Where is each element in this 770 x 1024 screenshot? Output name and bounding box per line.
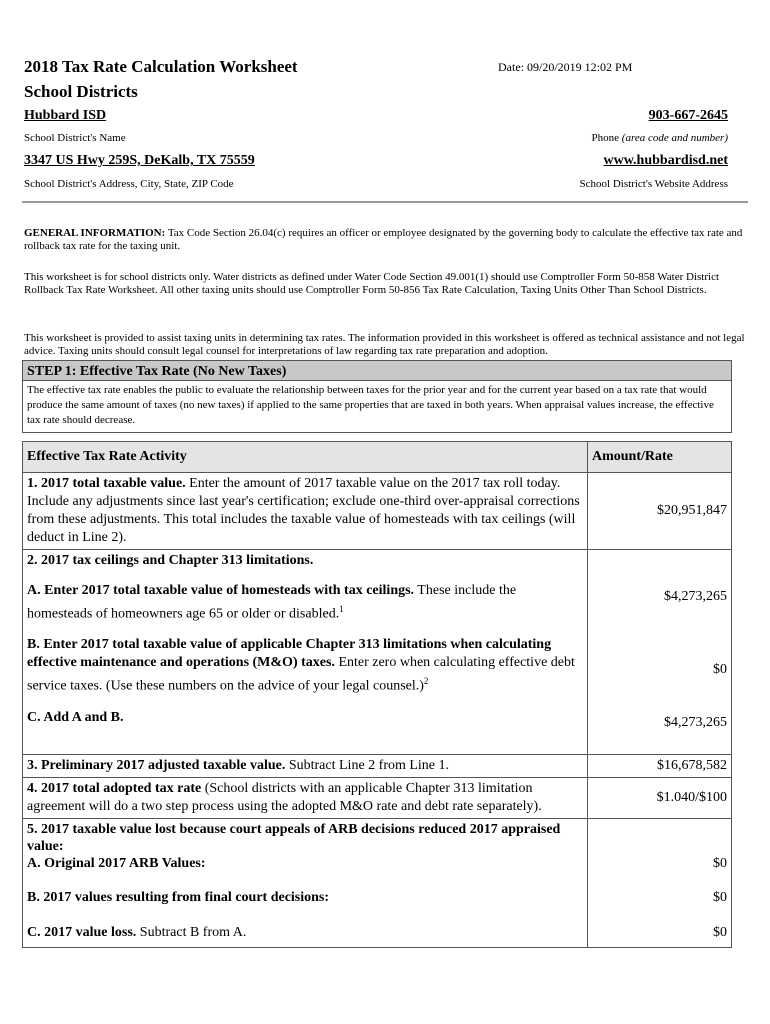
district-name-label: School District's Name [24,132,126,144]
line5a-amount: $0 [713,856,727,871]
line1-label: 1. 2017 total taxable value. [27,476,186,491]
line5b-amount: $0 [713,890,727,905]
line1-amount: $20,951,847 [588,473,732,550]
district-phone: 903-667-2645 [648,108,728,123]
district-address-label: School District's Address, City, State, ZIP Code [24,178,234,190]
line2a-amount: $4,273,265 [664,589,727,604]
col-amount-header: Amount/Rate [588,442,732,473]
phone-label-note: (area code and number) [621,132,728,144]
table-row-line2 [23,550,732,755]
step1-box [22,360,732,433]
line2a-footnote: 1 [339,604,344,614]
line3-text [23,755,588,778]
line2c-amount: $4,273,265 [664,715,727,730]
general-info-p3: This worksheet is provided to assist taxing units in determining tax rates. The information provided in this worksheet is offered as technical assistance and not legal advice. Taxing units should consult legal counsel for interpretations of law regarding tax rate preparation and adoption. [24,332,745,357]
line5-amounts [588,819,732,948]
line2b-text [27,636,583,696]
phone-label-prefix: Phone [591,132,622,144]
table-header-row [23,442,732,473]
line5-text [23,819,588,948]
line3-amount: $16,678,582 [588,755,732,778]
date-stamp: Date: 09/20/2019 12:02 PM [498,60,633,74]
line2a-label: A. Enter 2017 total taxable value of homesteads with tax ceilings. [27,583,415,598]
district-website: www.hubbardisd.net [603,153,728,168]
line5-label: 5. 2017 taxable value lost because court appeals of ARB decisions reduced 2017 appraised value: [27,822,561,854]
effective-rate-table [22,441,732,948]
general-info-heading: GENERAL INFORMATION: [24,227,166,239]
table-row-line5 [23,819,732,948]
phone-label [592,132,728,144]
general-info-p1-text: Tax Code Section 26.04(c) requires an officer or employee designated by the governing body to calculate the effective tax rate and rollback tax rate for the taxing unit. [24,227,743,252]
table-row-line4 [23,778,732,819]
district-address: 3347 US Hwy 259S, DeKalb, TX 75559 [24,153,255,168]
table-row-line1 [23,473,732,550]
line2a-text [27,582,583,624]
line3-label: 3. Preliminary 2017 adjusted taxable value. [27,758,286,773]
district-name: Hubbard ISD [24,108,107,123]
line1-text [23,473,588,550]
line5b-label: B. 2017 values resulting from final court decisions: [27,890,330,905]
line5c-desc: Subtract B from A. [136,925,247,940]
line2-text [23,550,588,755]
line4-label: 4. 2017 total adopted tax rate [27,781,202,796]
line5c-text [27,924,583,942]
line5c-label: C. 2017 value loss. [27,925,137,940]
table-row-line3 [23,755,732,778]
step1-description: The effective tax rate enables the public to evaluate the relationship between taxes for the prior year and for the current year based on a tax rate that would produce the same amount of taxes (no new taxes) if applied to the same properties that are taxed in both years. When appraisal values increase, the effective tax rate should decrease. [27,384,714,426]
general-info-p1 [24,227,746,253]
line4-text [23,778,588,819]
line1-desc: Enter the amount of 2017 taxable value on the 2017 tax roll today. Include any adjustments since last year's certification; exclude one-third over-appraisal corrections from these adjustments. This total includes the taxable value of homesteads with tax ceilings (will deduct in Line 2). [27,476,580,545]
page-title: 2018 Tax Rate Calculation Worksheet [24,57,298,76]
line5a-label: A. Original 2017 ARB Values: [27,856,206,871]
line2b-footnote: 2 [423,675,429,686]
step1-heading: STEP 1: Effective Tax Rate (No New Taxes) [23,361,731,381]
website-label: School District's Website Address [579,178,728,190]
line4-amount: $1.040/$100 [588,778,732,819]
line2b-desc: Enter zero when calculating effective debt service taxes. (Use these numbers on the advice of your legal counsel.) [27,654,575,694]
header-divider [22,201,748,203]
line5c-amount: $0 [713,925,727,940]
col-activity-header: Effective Tax Rate Activity [23,442,588,473]
line3-desc: Subtract Line 2 from Line 1. [285,758,450,773]
line2b-label: B. Enter 2017 total taxable value of applicable Chapter 313 limitations when calculating effective maintenance and operations (M&O) taxes. [27,636,552,670]
line2c-label: C. Add A and B. [27,710,124,726]
line2b-amount: $0 [713,662,727,677]
line2-amounts [588,550,732,755]
line2-label: 2. 2017 tax ceilings and Chapter 313 limitations. [27,553,314,568]
line4-desc: (School districts with an applicable Chapter 313 limitation agreement will do a two step process using the adopted M&O rate and debt rate separately). [27,781,542,814]
line2a-desc: These include the homesteads of homeowners age 65 or older or disabled. [27,583,517,622]
general-info-p2: This worksheet is for school districts only. Water districts as defined under Water Code Section 49.001(1) should use Comptroller Form 50-858 Water District Rollback Tax Rate Worksheet. All other taxing units should use Comptroller Form 50-856 Tax Rate Calculation, Taxing Units Other Than School Districts. [24,271,720,296]
page-subtitle: School Districts [24,82,138,101]
